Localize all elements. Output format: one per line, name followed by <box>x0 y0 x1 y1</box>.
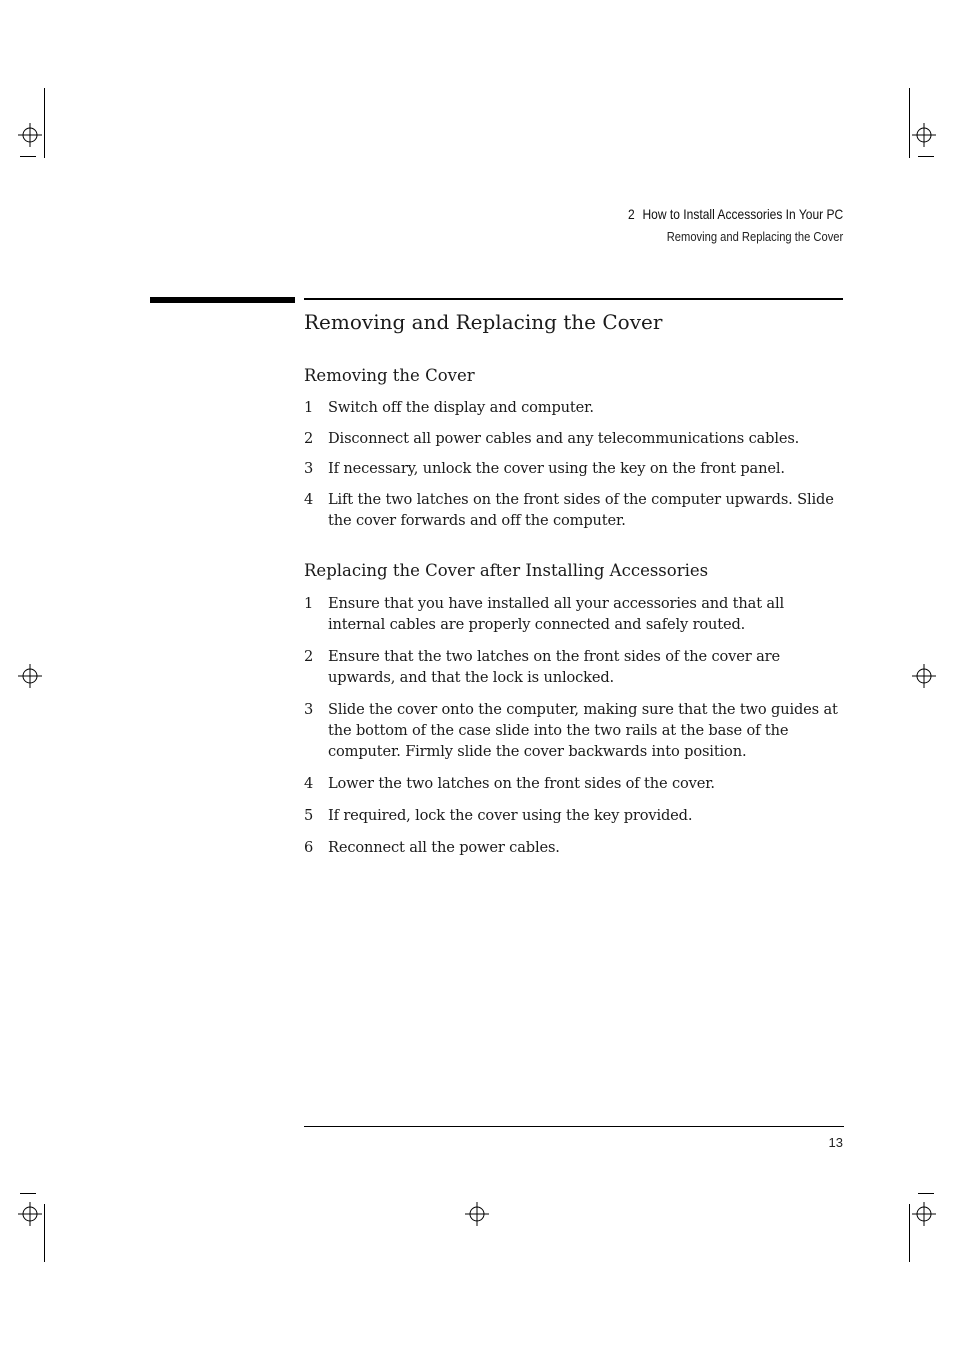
list-item <box>304 397 844 418</box>
page-number: 13 <box>828 1135 843 1150</box>
replacing-steps <box>304 593 844 869</box>
list-item <box>304 773 844 794</box>
step-text: Reconnect all the power cables. <box>328 839 560 856</box>
registration-mark-icon <box>912 664 936 688</box>
step-text: Switch off the display and computer. <box>328 399 594 416</box>
list-item <box>304 699 844 762</box>
step-number: 3 <box>304 701 314 718</box>
crop-mark <box>44 88 45 158</box>
step-number: 4 <box>304 490 314 508</box>
removing-heading: Removing the Cover <box>304 366 475 385</box>
crop-mark <box>909 88 910 158</box>
list-item <box>304 428 844 449</box>
replacing-heading: Replacing the Cover after Installing Accessories <box>304 561 709 580</box>
step-text: Lower the two latches on the front sides of the cover. <box>328 775 715 792</box>
step-number: 4 <box>304 775 314 792</box>
step-number: 2 <box>304 648 314 665</box>
list-item <box>304 458 844 479</box>
running-header-chapter <box>628 206 843 222</box>
crop-mark <box>918 1193 934 1194</box>
registration-mark-icon <box>912 1202 936 1226</box>
crop-mark <box>44 1204 45 1262</box>
list-item <box>304 805 844 826</box>
page-title: Removing and Replacing the Cover <box>304 310 663 334</box>
list-item <box>304 489 844 531</box>
registration-mark-icon <box>465 1202 489 1226</box>
step-number: 2 <box>304 429 314 447</box>
list-item <box>304 837 844 858</box>
crop-mark <box>918 156 934 157</box>
step-text: Disconnect all power cables and any telecommunications cables. <box>328 429 800 447</box>
section-rule <box>304 298 843 300</box>
step-text: Ensure that the two latches on the front sides of the cover are upwards, and that the lock is unlocked. <box>328 648 780 686</box>
crop-mark <box>909 1204 910 1262</box>
step-text: If necessary, unlock the cover using the key on the front panel. <box>328 460 785 477</box>
section-rule-thick <box>150 297 295 303</box>
crop-mark <box>20 1193 36 1194</box>
crop-mark <box>20 156 36 157</box>
registration-mark-icon <box>18 123 42 147</box>
step-number: 3 <box>304 460 314 477</box>
step-text: Slide the cover onto the computer, making sure that the two guides at the bottom of the case slide into the two rails at the base of the computer. Firmly slide the cover backwards into position. <box>328 701 838 760</box>
list-item <box>304 593 844 635</box>
footer-rule <box>304 1126 844 1127</box>
step-number: 6 <box>304 839 314 856</box>
registration-mark-icon <box>912 123 936 147</box>
step-text: If required, lock the cover using the key provided. <box>328 807 693 824</box>
running-header-section: Removing and Replacing the Cover <box>666 229 843 244</box>
step-number: 1 <box>304 595 314 612</box>
removing-steps <box>304 397 844 540</box>
chapter-title: How to Install Accessories In Your PC <box>642 206 843 222</box>
registration-mark-icon <box>18 1202 42 1226</box>
step-number: 1 <box>304 399 314 416</box>
registration-mark-icon <box>18 664 42 688</box>
step-number: 5 <box>304 807 314 824</box>
step-text: Lift the two latches on the front sides of the computer upwards. Slide the cover forwards and off the computer. <box>328 490 834 529</box>
list-item <box>304 646 844 688</box>
step-text: Ensure that you have installed all your accessories and that all internal cables are properly connected and safely routed. <box>328 595 784 633</box>
chapter-number: 2 <box>627 206 635 222</box>
